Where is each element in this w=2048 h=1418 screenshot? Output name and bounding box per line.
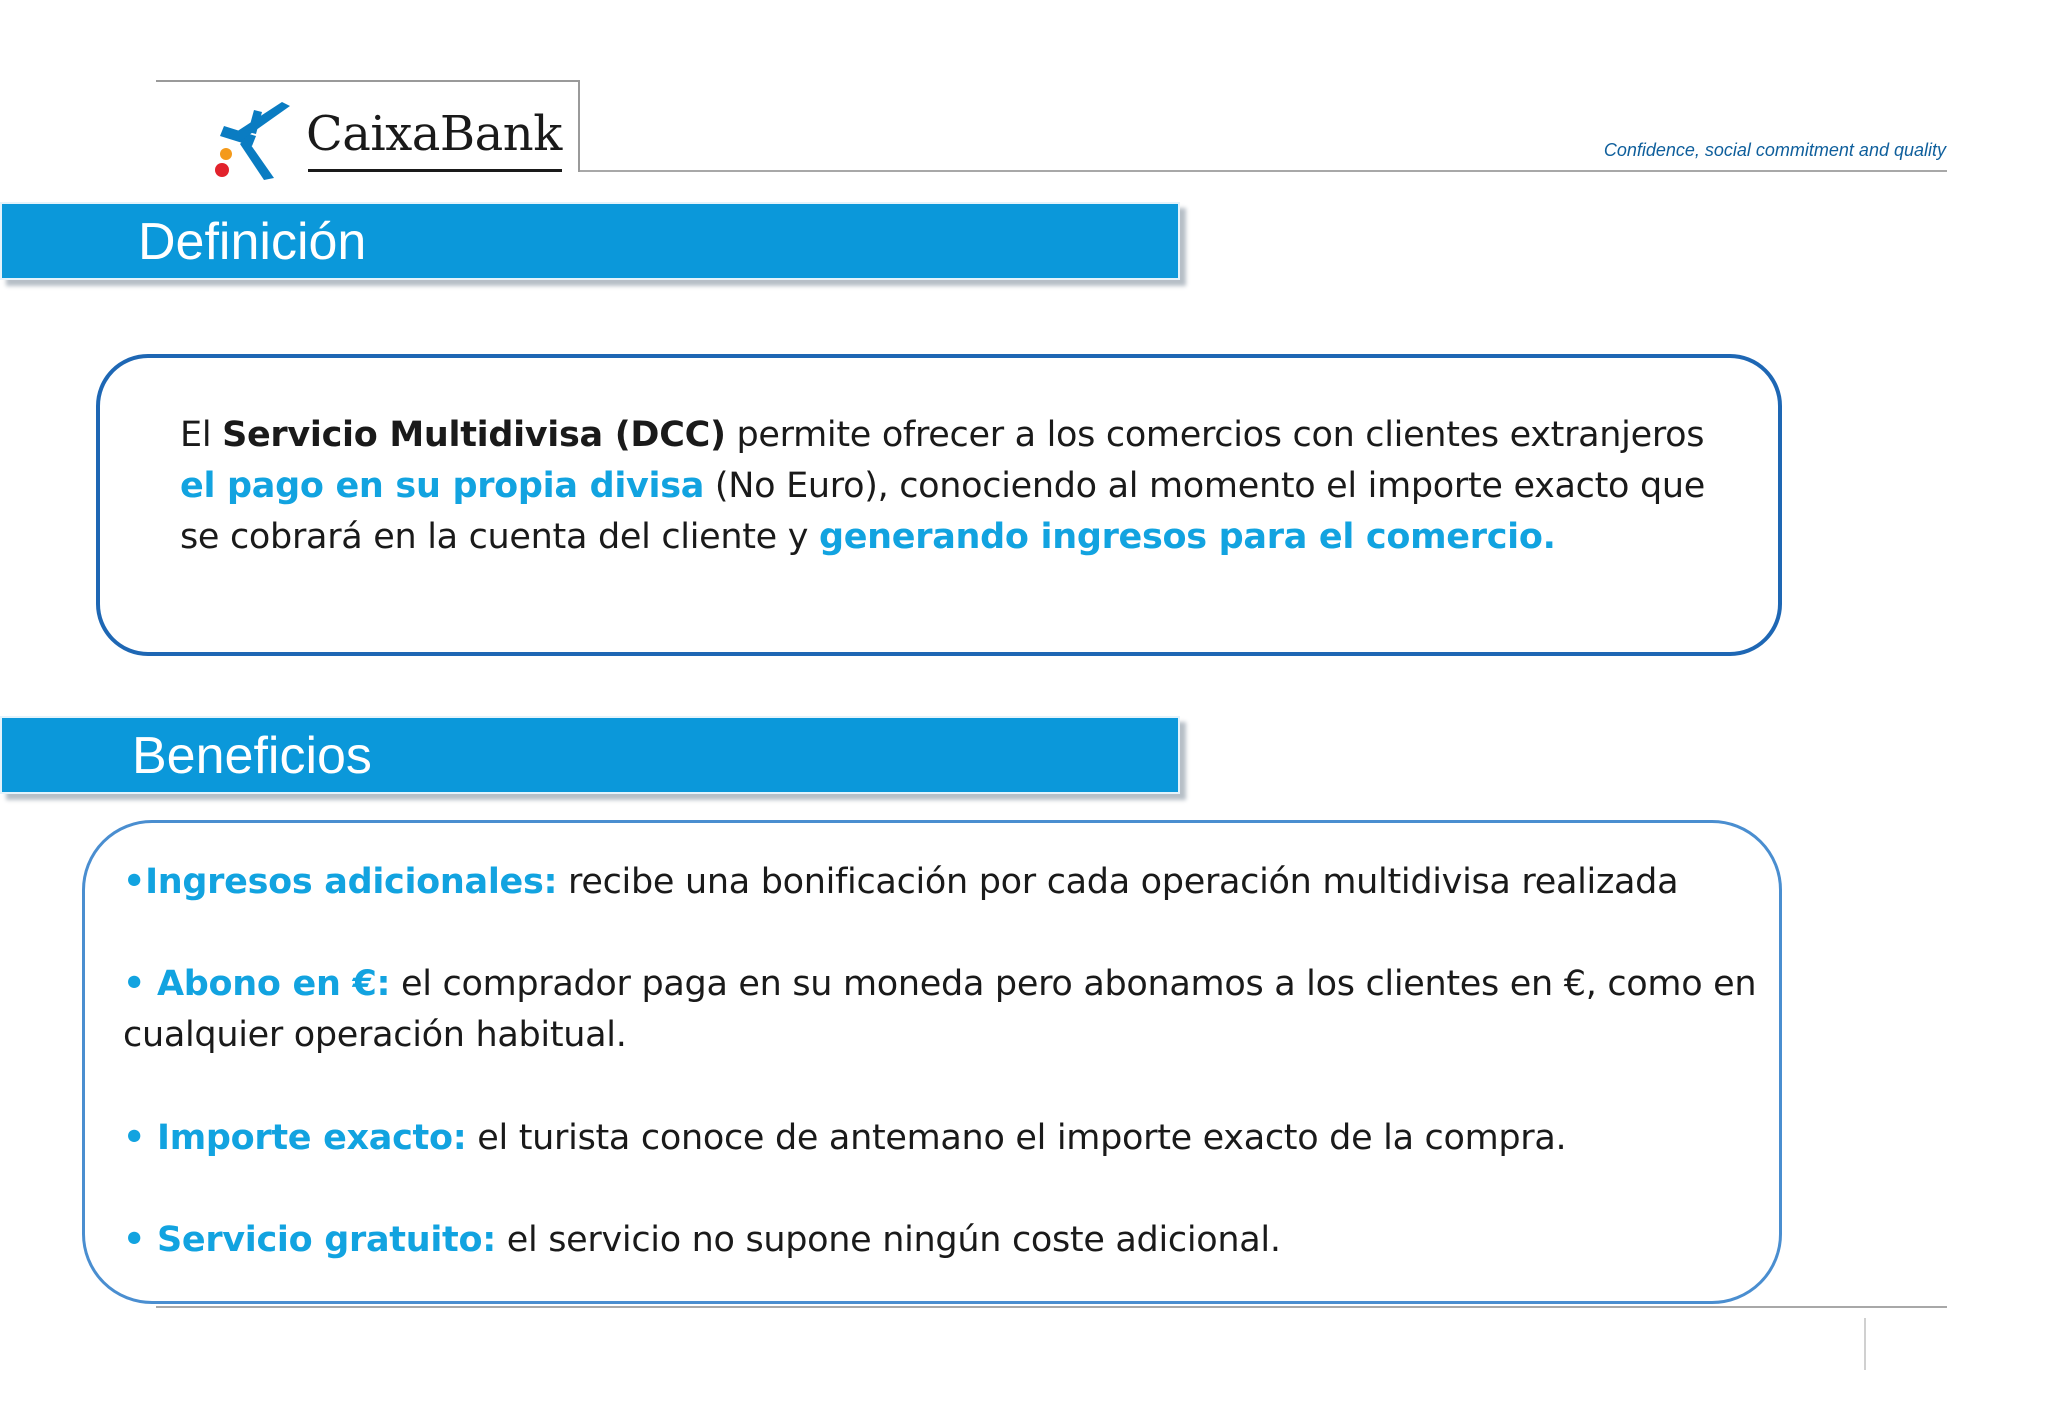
benefits-card <box>82 820 1782 1304</box>
highlight-own-currency: el pago en su propia divisa <box>180 466 705 506</box>
benefit-label: Ingresos adicionales: <box>145 862 558 902</box>
bullet: • <box>123 862 146 902</box>
benefit-text: recibe una bonificación por cada operación multidivisa realizada <box>557 862 1679 902</box>
header-divider <box>580 170 1947 172</box>
definition-card <box>96 354 1782 656</box>
bullet: • <box>123 1220 157 1260</box>
definition-text-part: (No Euro), conociendo al momento el importe exacto que se cobrará en la cuenta del cliente y <box>180 466 1706 557</box>
footer-separator <box>1864 1318 1866 1370</box>
service-name: Servicio Multidivisa (DCC) <box>222 415 726 455</box>
highlight-revenue: generando ingresos para el comercio. <box>818 517 1556 557</box>
benefit-label: Importe exacto: <box>156 1118 467 1158</box>
caixabank-logo <box>202 102 562 182</box>
benefit-text: el servicio no supone ningún coste adicional. <box>495 1220 1281 1260</box>
tagline: Confidence, social commitment and quality <box>1603 140 1946 160</box>
bullet: • <box>123 1118 157 1158</box>
bullet: • <box>123 964 157 1004</box>
benefit-label: Servicio gratuito: <box>156 1220 496 1260</box>
benefit-item <box>123 857 1763 908</box>
definition-banner <box>0 202 1180 280</box>
benefit-item <box>123 1215 1763 1266</box>
benefit-text: el comprador paga en su moneda pero abonamos a los clientes en €, como en cualquier operación habitual. <box>123 964 1757 1055</box>
benefit-item <box>123 959 1763 1061</box>
brand-name: CaixaBank <box>306 106 562 162</box>
definition-text-part: permite ofrecer a los comercios con clientes extranjeros <box>725 415 1705 455</box>
benefit-item <box>123 1113 1763 1164</box>
benefit-label: Abono en €: <box>156 964 391 1004</box>
footer-divider <box>156 1306 1947 1308</box>
definition-title: Definición <box>138 213 367 271</box>
caixabank-star-icon <box>202 102 294 182</box>
definition-text-part: El <box>180 415 223 455</box>
benefits-title: Beneficios <box>132 727 372 785</box>
benefits-banner <box>0 716 1180 794</box>
benefit-text: el turista conoce de antemano el importe exacto de la compra. <box>466 1118 1567 1158</box>
definition-text <box>180 410 1740 563</box>
